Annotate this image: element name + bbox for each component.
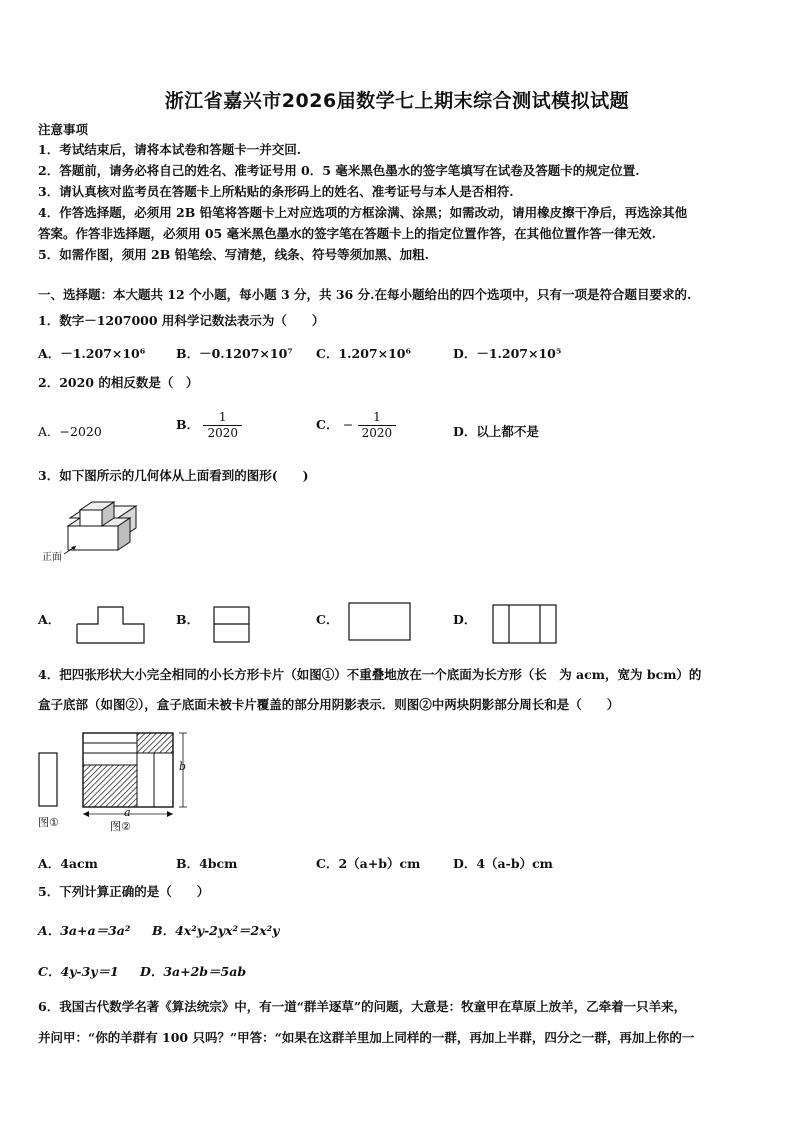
- question-6-stem-continued: 并问甲：“你的羊群有 100 只吗？”甲答：“如果在这群羊里加上同样的一群，再加上半群，四分之一群，再加上你的一: [38, 1030, 695, 1045]
- q2-option-c-label: C．: [316, 417, 339, 432]
- question-4-stem-continued: 盒子底部（如图②），盒子底面未被卡片覆盖的部分用阴影表示．则图②中两块阴影部分周长和是（ ）: [38, 697, 620, 712]
- page-title: 浙江省嘉兴市2026届数学七上期末综合测试模拟试题: [164, 90, 630, 112]
- q1-option-a[interactable]: A．－1.207×10⁶: [38, 346, 146, 361]
- question-3-stem: 3．如下图所示的几何体从上面看到的图形( ): [38, 468, 309, 483]
- figure-1-label: 图①: [38, 816, 59, 829]
- q5-option-d[interactable]: D．3a+2b＝5ab: [140, 964, 247, 979]
- figure-2-box: [80, 730, 192, 822]
- notice-item: 4．作答选择题，必须用 2B 铅笔将答题卡上对应选项的方框涂满、涂黑；如需改动，请用橡皮擦干净后，再选涂其他: [38, 205, 688, 220]
- q4-option-a[interactable]: A．4acm: [38, 856, 98, 871]
- q3-option-c-shape[interactable]: [348, 602, 412, 642]
- q5-option-b[interactable]: B．4x²y-2yx²＝2x²y: [152, 923, 280, 938]
- q4-option-d[interactable]: D．4（a-b）cm: [453, 856, 553, 871]
- q2-option-b[interactable]: [176, 410, 242, 441]
- notice-item: 5．如需作图，须用 2B 铅笔绘、写清楚，线条、符号等须加黑、加粗.: [38, 247, 430, 262]
- q3-option-d-shape[interactable]: [492, 604, 558, 646]
- question-1-stem: 1．数字－1207000 用科学记数法表示为（ ）: [38, 313, 325, 328]
- q5-option-a[interactable]: A．3a+a＝3a²: [38, 923, 131, 938]
- q2-option-a[interactable]: A．−2020: [38, 424, 102, 439]
- front-label: 正面: [42, 552, 62, 563]
- q2-option-b-label: B．: [176, 417, 200, 432]
- q3-option-b[interactable]: B．: [176, 612, 200, 627]
- notice-heading: 注意事项: [38, 122, 89, 137]
- notice-item: 答案。作答非选择题，必须用 05 毫米黑色墨水的签字笔在答题卡上的指定位置作答，在其他位置作答一律无效.: [38, 226, 656, 241]
- q2-option-c[interactable]: [316, 410, 396, 441]
- q3-option-c[interactable]: C．: [316, 612, 339, 627]
- q1-option-c[interactable]: C．1.207×10⁶: [316, 346, 411, 361]
- question-6-stem: 6．我国古代数学名著《算法统宗》中，有一道“群羊逐草”的问题，大意是：牧童甲在草原上放羊，乙牵着一只羊来，: [38, 999, 687, 1014]
- fraction-denominator: 2020: [207, 426, 238, 440]
- fraction-numerator: 1: [358, 410, 397, 426]
- dimension-b-label: b: [179, 760, 187, 773]
- dimension-a-label: a: [124, 806, 131, 819]
- q3-option-a-shape[interactable]: [76, 606, 146, 644]
- q4-option-c[interactable]: C．2（a+b）cm: [316, 856, 421, 871]
- fraction: [358, 410, 397, 441]
- fraction-numerator: 1: [203, 410, 242, 426]
- section-heading: 一、选择题：本大题共 12 个小题，每小题 3 分，共 36 分.在每小题给出的四个选项中，只有一项是符合题目要求的.: [38, 287, 692, 302]
- q3-option-d[interactable]: D．: [453, 612, 477, 627]
- notice-item: 2．答题前，请务必将自己的姓名、准考证号用 0．5 毫米黑色墨水的签字笔填写在试卷及答题卡的规定位置.: [38, 163, 640, 178]
- q1-option-b[interactable]: B．－0.1207×10⁷: [176, 346, 293, 361]
- minus-sign: −: [342, 417, 354, 432]
- q3-option-a[interactable]: A．: [38, 612, 61, 627]
- fraction: [203, 410, 242, 441]
- q2-option-d[interactable]: D．以上都不是: [453, 424, 539, 439]
- fraction-denominator: 2020: [361, 426, 393, 440]
- figure-2-label: 图②: [110, 820, 131, 833]
- q3-option-b-shape[interactable]: [213, 606, 251, 644]
- question-2-stem: 2．2020 的相反数是（ ）: [38, 375, 199, 390]
- q4-option-b[interactable]: B．4bcm: [176, 856, 238, 871]
- question-5-stem: 5．下列计算正确的是（ ）: [38, 884, 210, 899]
- notice-item: 1．考试结束后，请将本试卷和答题卡一并交回.: [38, 142, 302, 157]
- notice-item: 3．请认真核对监考员在答题卡上所粘贴的条形码上的姓名、准考证号与本人是否相符.: [38, 184, 514, 199]
- question-4-stem: 4．把四张形状大小完全相同的小长方形卡片（如图①）不重叠地放在一个底面为长方形（长 为 acm，宽为 bcm）的: [38, 667, 702, 682]
- q1-option-d[interactable]: D．－1.207×10⁵: [453, 346, 562, 361]
- figure-1-card: [38, 752, 60, 808]
- q5-option-c[interactable]: C．4y-3y＝1: [38, 964, 119, 979]
